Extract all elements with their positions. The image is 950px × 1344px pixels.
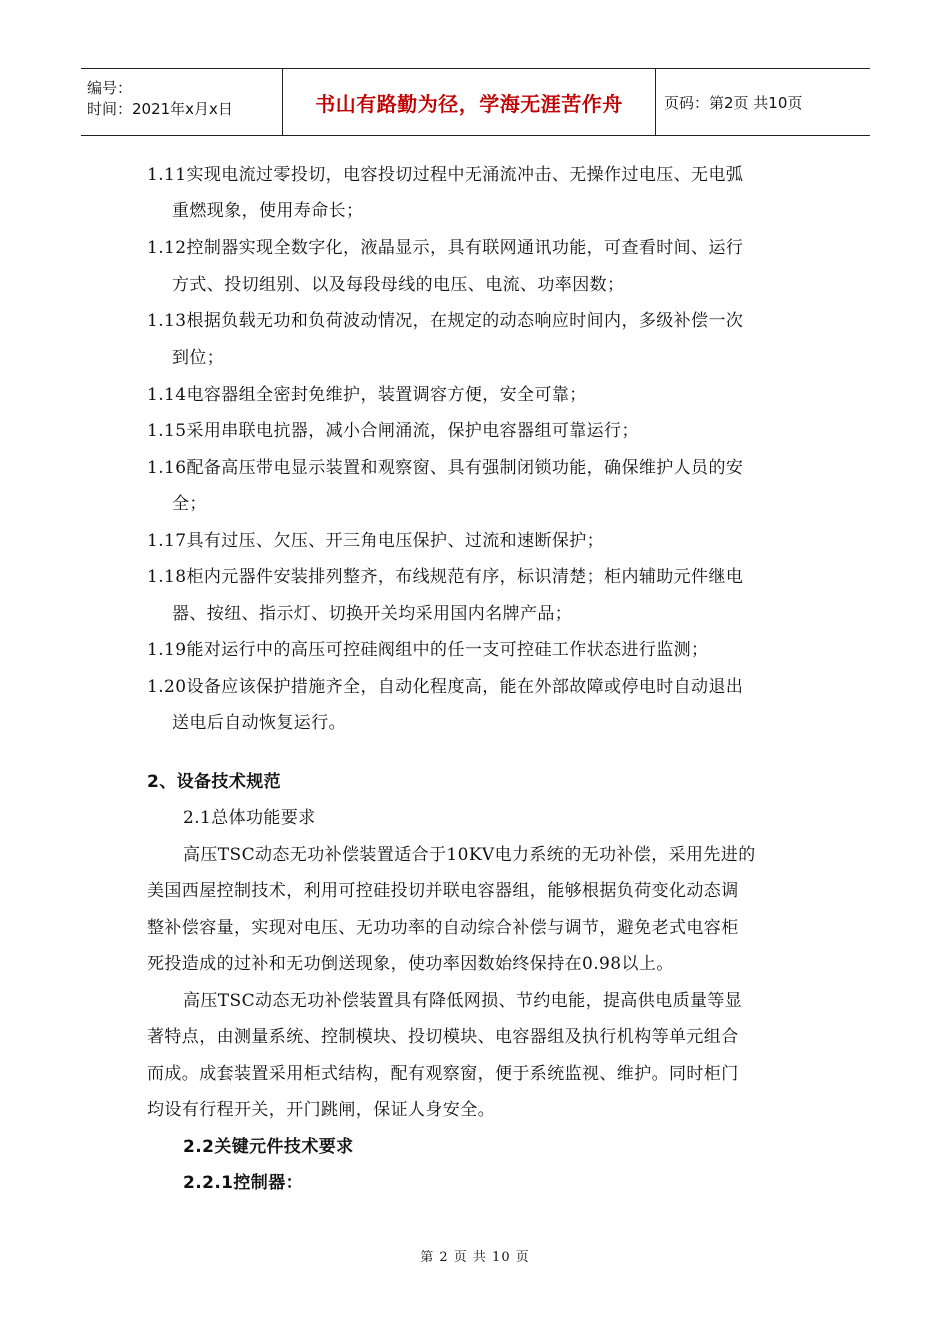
- section-2-heading: 2、设备技术规范: [147, 772, 282, 792]
- item-1-16-line-1: 1.16配备高压带电显示装置和观察窗、具有强制闭锁功能，确保维护人员的安: [147, 458, 744, 478]
- section-2-2-1-heading: 2.2.1控制器：: [183, 1173, 304, 1193]
- para-1-line-2: 美国西屋控制技术，利用可控硅投切并联电容器组，能够根据负荷变化动态调: [147, 881, 739, 901]
- item-1-20-line-2: 送电后自动恢复运行。: [172, 713, 346, 733]
- item-1-11-line-2: 重燃现象，使用寿命长；: [172, 201, 364, 221]
- motto-text: 书山有路勤为径，学海无涯苦作舟: [315, 91, 623, 116]
- item-1-16-line-2: 全；: [172, 494, 207, 514]
- item-1-14-line-1: 1.14电容器组全密封免维护，装置调容方便，安全可靠；: [147, 385, 587, 405]
- para-2-line-1: 高压TSC动态无功补偿装置具有降低网损、节约电能，提高供电质量等显: [183, 991, 743, 1011]
- time-label: 时间：2021年x月x日: [87, 100, 233, 118]
- item-1-19-line-1: 1.19能对运行中的高压可控硅阀组中的任一支可控硅工作状态进行监测；: [147, 640, 709, 660]
- item-1-13-line-1: 1.13根据负载无功和负荷波动情况，在规定的动态响应时间内，多级补偿一次: [147, 311, 744, 331]
- item-1-18-line-1: 1.18柜内元器件安装排列整齐，布线规范有序，标识清楚；柜内辅助元件继电: [147, 567, 744, 587]
- item-1-15-line-1: 1.15采用串联电抗器，减小合闸涌流，保护电容器组可靠运行；: [147, 421, 639, 441]
- para-2-line-3: 而成。成套装置采用柜式结构，配有观察窗，便于系统监视、维护。同时柜门: [147, 1064, 739, 1084]
- header-motto-cell: [282, 69, 656, 135]
- number-label: 编号：: [87, 79, 133, 97]
- page-number-label: 页码：第2页 共10页: [664, 93, 803, 112]
- para-1-line-1: 高压TSC动态无功补偿装置适合于10KV电力系统的无功补偿，采用先进的: [183, 845, 756, 865]
- item-1-12-line-1: 1.12控制器实现全数字化，液晶显示，具有联网通讯功能，可查看时间、运行: [147, 238, 744, 258]
- section-2-1-heading: 2.1总体功能要求: [183, 808, 316, 828]
- item-1-13-line-2: 到位；: [172, 348, 225, 368]
- item-1-11-line-1: 1.11实现电流过零投切，电容投切过程中无涌流冲击、无操作过电压、无电弧: [147, 165, 744, 185]
- para-1-line-3: 整补偿容量，实现对电压、无功功率的自动综合补偿与调节，避免老式电容柜: [147, 918, 739, 938]
- para-2-line-2: 著特点，由测量系统、控制模块、投切模块、电容器组及执行机构等单元组合: [147, 1027, 739, 1047]
- para-1-line-4: 死投造成的过补和无功倒送现象，使功率因数始终保持在0.98以上。: [147, 954, 674, 974]
- page-footer: 第 2 页 共 10 页: [420, 1250, 530, 1265]
- item-1-20-line-1: 1.20设备应该保护措施齐全，自动化程度高，能在外部故障或停电时自动退出: [147, 677, 744, 697]
- para-2-line-4: 均设有行程开关，开门跳闸，保证人身安全。: [147, 1100, 495, 1120]
- item-1-12-line-2: 方式、投切组别、以及每段母线的电压、电流、功率因数；: [172, 275, 625, 295]
- item-1-18-line-2: 器、按纽、指示灯、切换开关均采用国内名牌产品；: [172, 604, 573, 624]
- header-page-cell: [656, 69, 870, 135]
- section-2-2-heading: 2.2关键元件技术要求: [183, 1137, 354, 1157]
- item-1-17-line-1: 1.17具有过压、欠压、开三角电压保护、过流和速断保护；: [147, 531, 605, 551]
- header-left-cell: [81, 63, 282, 135]
- page-header: [81, 68, 870, 136]
